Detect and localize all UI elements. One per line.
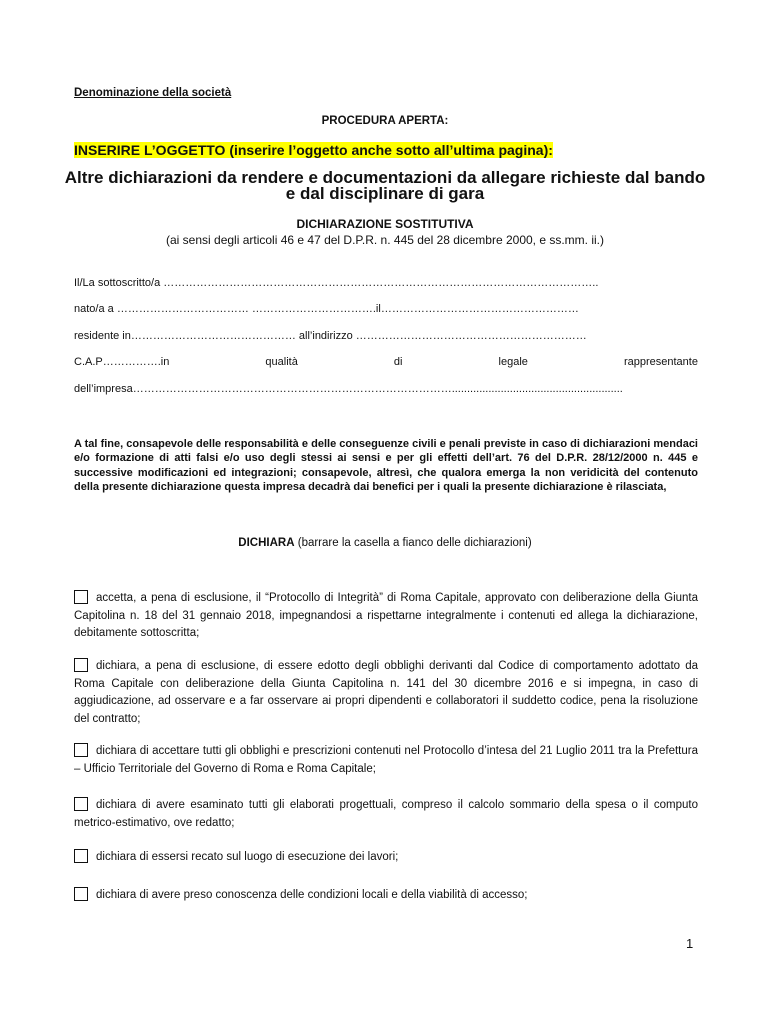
object-placeholder-text: INSERIRE L’OGGETTO (inserire l’oggetto anche sotto all’ultima pagina): <box>74 142 553 158</box>
declaration-item <box>74 849 698 867</box>
declaration-item <box>74 743 698 778</box>
residence-field[interactable]: residente in……………………………………… all’indirizzo ……………………………………………………… <box>74 330 587 342</box>
declaration-item <box>74 797 698 832</box>
intro-paragraph: A tal fine, consapevole delle responsabilità e delle conseguenze civili e penali previste in caso di dichiarazioni mendaci e/o formazione di atti falsi e/o uso degli stessi ai sensi e per gli effetti dell’art. 76 del D.P.R. 28/12/2000 n. 445 e successive modificazioni ed integrazioni; consapevole, altresì, che qualora emerga la non veridicità del contenuto della presente dichiarazione questa impresa decadrà dai benefici per i quali la presente dichiarazione è rilasciata, <box>74 438 698 494</box>
declaration-item-text: dichiara di avere esaminato tutti gli elaborati progettuali, compreso il calcolo sommario della spesa o il computo metrico-estimativo, ove redatto; <box>74 799 698 829</box>
page-number: 1 <box>686 936 694 951</box>
checkbox[interactable] <box>74 887 88 901</box>
cap-part: di <box>393 356 403 368</box>
checkbox[interactable] <box>74 797 88 811</box>
cap-part: qualità <box>265 356 298 368</box>
dichiara-heading <box>0 537 770 549</box>
checkbox[interactable] <box>74 658 88 672</box>
cap-part: C.A.P…………….in <box>74 356 170 368</box>
declaration-item-text: dichiara, a pena di esclusione, di essere edotto degli obblighi derivanti dal Codice di comportamento adottato da Roma Capitale con deliberazione della Giunta Capitolina n. 141 del 30 dicembre 2016 e si impegna, in caso di aggiudicazione, ad osservare e a far osservare ai propri dipendenti e collaboratori il suddetto codice, pena la risoluzione del contratto; <box>74 660 698 725</box>
birth-field[interactable]: nato/a a ……………………………… …………………………….il……………………………………………… <box>74 303 579 315</box>
company-field[interactable]: dell’impresa……………………………………………………………………………........................................................ <box>74 383 623 395</box>
checkbox[interactable] <box>74 849 88 863</box>
object-placeholder <box>74 142 553 158</box>
dichiara-label: DICHIARA <box>238 537 295 549</box>
declaration-item-text: dichiara di accettare tutti gli obblighi e prescrizioni contenuti nel Protocollo d’intesa del 21 Luglio 2011 tra la Prefettura – Ufficio Territoriale del Governo di Roma e Roma Capitale; <box>74 745 698 775</box>
declaration-item <box>74 658 698 728</box>
checkbox[interactable] <box>74 590 88 604</box>
declaration-item-text: dichiara di essersi recato sul luogo di esecuzione dei lavori; <box>96 851 399 863</box>
declaration-item <box>74 590 698 643</box>
document-title: Altre dichiarazioni da rendere e documentazioni da allegare richieste dal bando e dal disciplinare di gara <box>64 168 706 203</box>
declaration-subtitle: (ai sensi degli articoli 46 e 47 del D.P.R. n. 445 del 28 dicembre 2000, e ss.mm. ii.) <box>166 233 604 247</box>
signatory-field[interactable]: Il/La sottoscritto/a ……………………………………………………………………………………………………….. <box>74 277 599 289</box>
cap-role-field[interactable] <box>74 356 698 368</box>
procedure-heading: PROCEDURA APERTA: <box>321 115 449 127</box>
company-name-label: Denominazione della società <box>74 87 232 99</box>
declaration-item-text: accetta, a pena di esclusione, il “Protocollo di Integrità” di Roma Capitale, approvato con deliberazione della Giunta Capitolina n. 18 del 31 gennaio 2018, impegnandosi a rispettarne integralmente i contenuti ed allega la dichiarazione, debitamente sottoscritta; <box>74 592 698 639</box>
dichiara-note: (barrare la casella a fianco delle dichiarazioni) <box>297 537 532 549</box>
declaration-item <box>74 887 698 905</box>
checkbox[interactable] <box>74 743 88 757</box>
cap-part: legale <box>498 356 528 368</box>
declaration-item-text: dichiara di avere preso conoscenza delle condizioni locali e della viabilità di accesso; <box>96 889 528 901</box>
declaration-title: DICHIARAZIONE SOSTITUTIVA <box>296 217 474 231</box>
cap-part: rappresentante <box>623 356 698 368</box>
